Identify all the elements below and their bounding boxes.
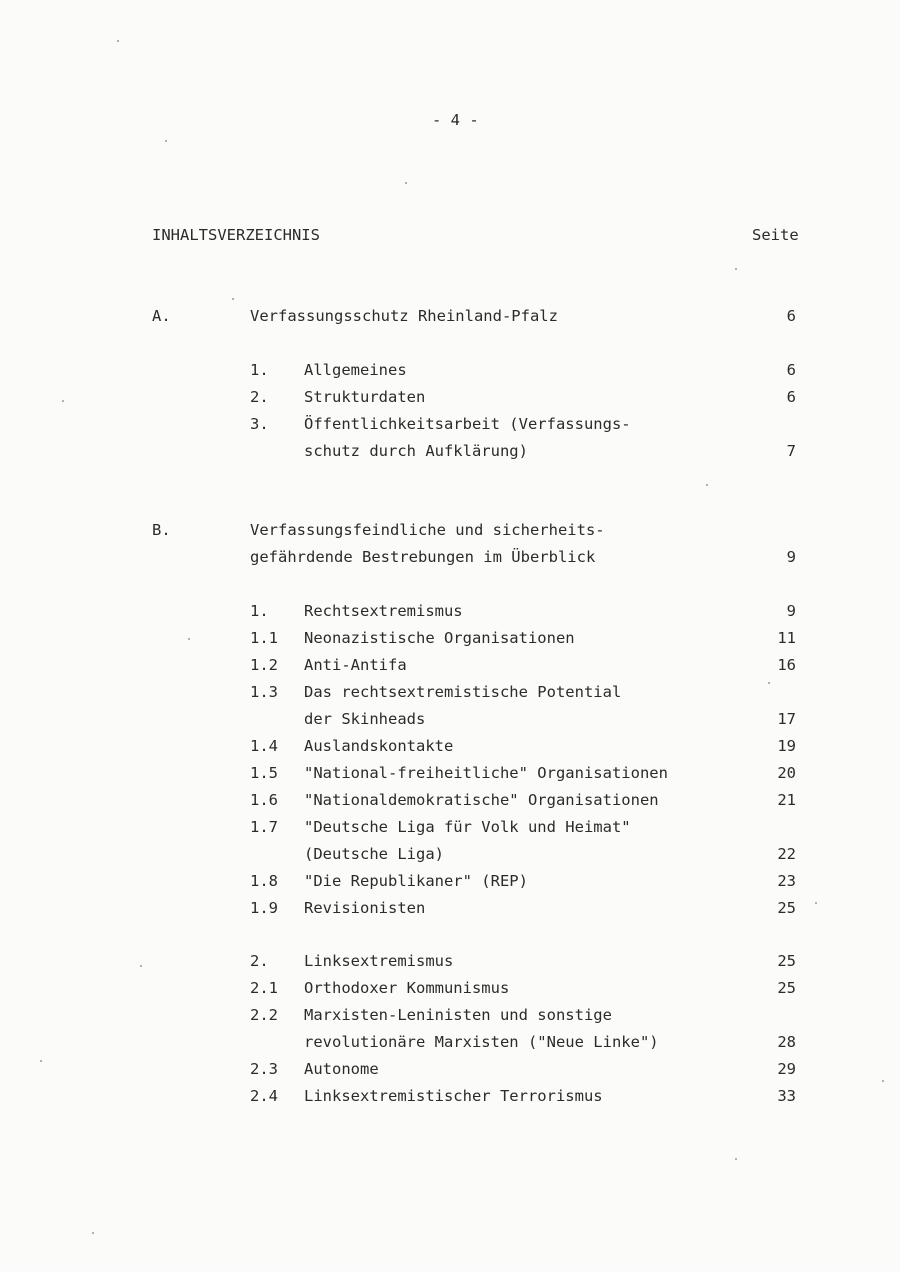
- scan-speck: [405, 182, 407, 184]
- entry-page: 23: [777, 872, 796, 890]
- entry-page: 6: [786, 388, 796, 406]
- scan-speck: [706, 484, 708, 486]
- scan-speck: [882, 1080, 884, 1082]
- entry-page: 16: [777, 656, 796, 674]
- entry-title: Strukturdaten: [304, 388, 426, 406]
- entry-number: 1.5: [250, 764, 278, 782]
- scan-speck: [140, 965, 142, 967]
- entry-title: Orthodoxer Kommunismus: [304, 979, 510, 997]
- entry-number: 1.: [250, 361, 269, 379]
- entry-page: 19: [777, 737, 796, 755]
- entry-page: 33: [777, 1087, 796, 1105]
- entry-title: Allgemeines: [304, 361, 407, 379]
- entry-page: 11: [777, 629, 796, 647]
- scan-speck: [117, 40, 119, 42]
- entry-title-line1: Öffentlichkeitsarbeit (Verfassungs-: [304, 415, 631, 433]
- entry-title: "National-freiheitliche" Organisationen: [304, 764, 668, 782]
- entry-number: 2.: [250, 952, 269, 970]
- scan-speck: [188, 638, 190, 640]
- entry-title: Revisionisten: [304, 899, 426, 917]
- entry-title: "Die Republikaner" (REP): [304, 872, 528, 890]
- entry-title: Anti-Antifa: [304, 656, 407, 674]
- section-page: 9: [786, 548, 796, 566]
- page-number: - 4 -: [432, 111, 479, 129]
- toc-title: INHALTSVERZEICHNIS: [152, 226, 320, 244]
- scan-speck: [40, 1060, 42, 1062]
- entry-title: Linksextremistischer Terrorismus: [304, 1087, 603, 1105]
- section-title-line1: Verfassungsfeindliche und sicherheits-: [250, 521, 605, 539]
- entry-page: 6: [786, 361, 796, 379]
- entry-title: Rechtsextremismus: [304, 602, 463, 620]
- entry-page: 22: [777, 845, 796, 863]
- entry-page: 28: [777, 1033, 796, 1051]
- entry-page: 21: [777, 791, 796, 809]
- entry-title-line1: Marxisten-Leninisten und sonstige: [304, 1006, 612, 1024]
- scan-speck: [62, 400, 64, 402]
- entry-page: 9: [786, 602, 796, 620]
- entry-title: "Nationaldemokratische" Organisationen: [304, 791, 659, 809]
- entry-title-line2: schutz durch Aufklärung): [304, 442, 528, 460]
- entry-number: 2.2: [250, 1006, 278, 1024]
- entry-title: Linksextremismus: [304, 952, 454, 970]
- entry-number: 2.: [250, 388, 269, 406]
- entry-number: 2.1: [250, 979, 278, 997]
- entry-page: 25: [777, 952, 796, 970]
- page-column-label: Seite: [752, 226, 799, 244]
- entry-number: 1.2: [250, 656, 278, 674]
- entry-number: 2.3: [250, 1060, 278, 1078]
- entry-page: 7: [786, 442, 796, 460]
- entry-title: Autonome: [304, 1060, 379, 1078]
- section-page: 6: [786, 307, 796, 325]
- scan-speck: [165, 140, 167, 142]
- entry-number: 1.8: [250, 872, 278, 890]
- entry-title-line2: der Skinheads: [304, 710, 426, 728]
- entry-page: 17: [777, 710, 796, 728]
- entry-page: 29: [777, 1060, 796, 1078]
- entry-number: 1.9: [250, 899, 278, 917]
- entry-title-line2: (Deutsche Liga): [304, 845, 444, 863]
- entry-title: Neonazistische Organisationen: [304, 629, 575, 647]
- section-letter: B.: [152, 521, 171, 539]
- scan-speck: [768, 682, 770, 684]
- entry-title: Auslandskontakte: [304, 737, 454, 755]
- entry-number: 3.: [250, 415, 269, 433]
- scan-speck: [232, 298, 234, 300]
- scan-speck: [815, 902, 817, 904]
- entry-number: 1.4: [250, 737, 278, 755]
- entry-number: 1.: [250, 602, 269, 620]
- entry-title-line2: revolutionäre Marxisten ("Neue Linke"): [304, 1033, 659, 1051]
- entry-number: 1.3: [250, 683, 278, 701]
- scan-speck: [92, 1232, 94, 1234]
- entry-page: 25: [777, 899, 796, 917]
- section-title: Verfassungsschutz Rheinland-Pfalz: [250, 307, 558, 325]
- entry-page: 25: [777, 979, 796, 997]
- entry-title-line1: Das rechtsextremistische Potential: [304, 683, 622, 701]
- scan-speck: [735, 1158, 737, 1160]
- scan-speck: [735, 268, 737, 270]
- entry-number: 2.4: [250, 1087, 278, 1105]
- entry-number: 1.1: [250, 629, 278, 647]
- entry-number: 1.7: [250, 818, 278, 836]
- section-letter: A.: [152, 307, 171, 325]
- entry-title-line1: "Deutsche Liga für Volk und Heimat": [304, 818, 631, 836]
- entry-page: 20: [777, 764, 796, 782]
- section-title-line2: gefährdende Bestrebungen im Überblick: [250, 548, 596, 566]
- entry-number: 1.6: [250, 791, 278, 809]
